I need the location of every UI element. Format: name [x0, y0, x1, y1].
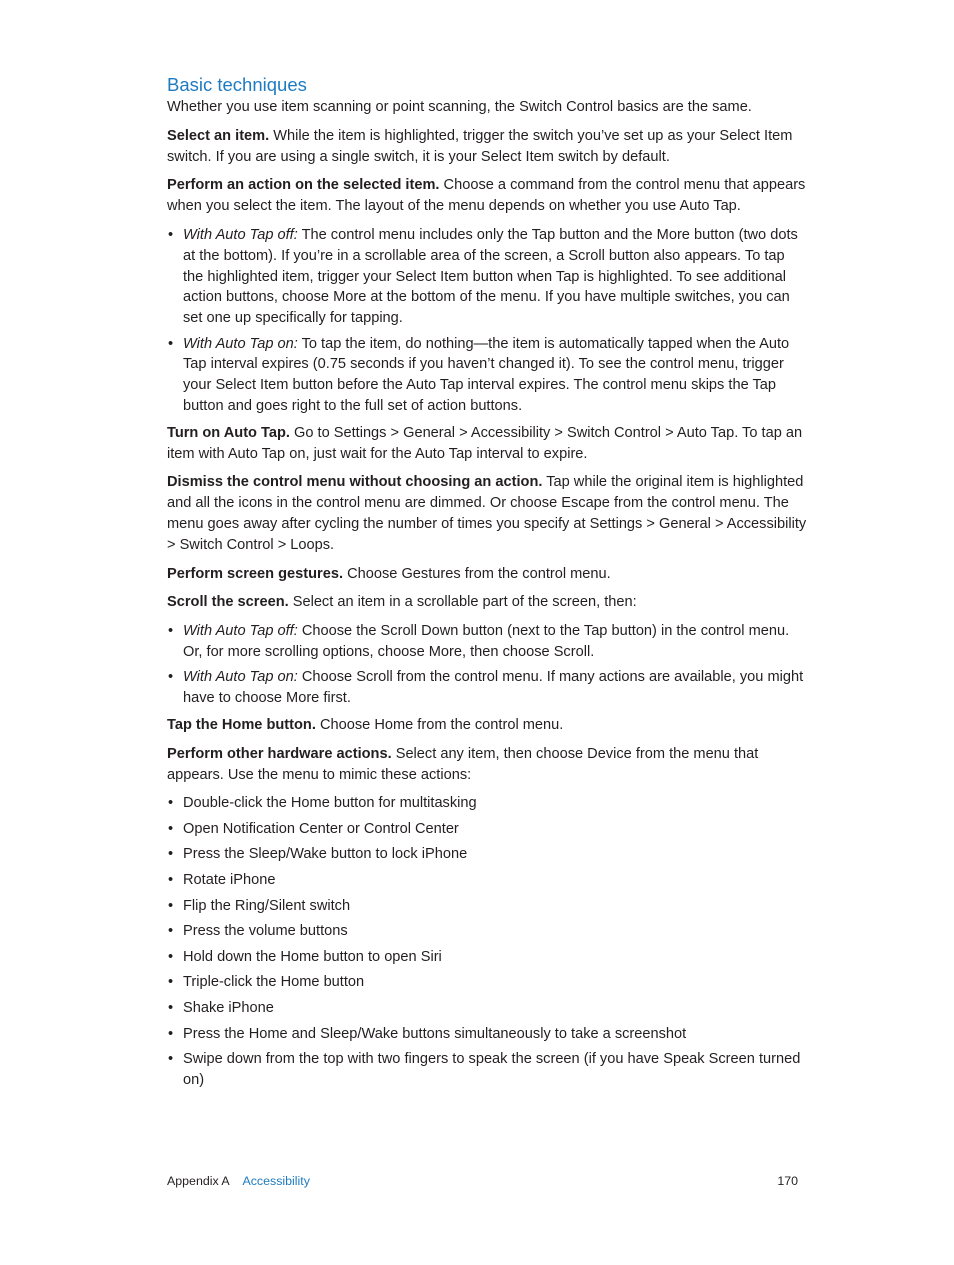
list-item [167, 819, 807, 840]
list-item [167, 1049, 807, 1091]
list-item [167, 793, 807, 814]
intro-paragraph: Whether you use item scanning or point scanning, the Switch Control basics are the same. [167, 99, 752, 115]
list-item-label: With Auto Tap off: [183, 226, 298, 243]
bullet-marker: • [168, 1025, 174, 1042]
list-item-text: Triple-click the Home button [183, 974, 365, 991]
bullet-marker: • [168, 1051, 174, 1068]
list-item [167, 1024, 807, 1045]
bullet-marker: • [168, 974, 174, 991]
bullet-marker: • [168, 923, 174, 940]
list-item-text: Choose the Scroll Down button (next to the Tap button) in the control menu. Or, for more scrolling options, choose More, then choose Scroll. [183, 623, 790, 660]
home-button-text: Choose Home from the control menu. [315, 716, 564, 733]
list-item-text: Press the volume buttons [183, 923, 348, 940]
list-item-text: Hold down the Home button to open Siri [183, 948, 442, 965]
screen-gestures-paragraph [167, 564, 807, 585]
dismiss-menu-lead: Dismiss the control menu without choosing an action. [167, 474, 543, 491]
bullet-marker: • [168, 897, 174, 914]
list-item-text: Choose Scroll from the control menu. If many actions are available, you might have to choose More first. [183, 669, 804, 707]
list-item [167, 921, 807, 942]
select-item-lead: Select an item. [167, 127, 270, 144]
dismiss-menu-text: Tap while the original item is highlighted and all the icons in the control menu are dimmed. Or choose Escape from the control menu. The menu goes away after cycling the number of times you specify at Settings > General > Accessibility > Switch Control > Loops. [167, 474, 807, 553]
home-button-paragraph [167, 715, 807, 736]
footer-section-link[interactable]: Accessibility [242, 1174, 310, 1188]
page-content [167, 73, 807, 1097]
scroll-screen-text: Select an item in a scrollable part of the screen, then: [288, 594, 637, 611]
bullet-marker: • [168, 846, 174, 863]
list-item [167, 870, 807, 891]
list-item-label: With Auto Tap on: [183, 335, 298, 352]
bullet-marker: • [168, 226, 174, 243]
page-number: 170 [777, 1174, 798, 1188]
list-item [167, 225, 807, 329]
list-item-text: The control menu includes only the Tap button and the More button (two dots at the bottom). If you’re in a scrollable area of the screen, a Scroll button also appears. To tap the highlighted item, trigger your Select Item button when Tap is highlighted. To see additional action buttons, choose More at the bottom of the menu. If you have multiple switches, you can set one up specifically for tapping. [183, 226, 798, 327]
list-item [167, 972, 807, 993]
list-item [167, 334, 807, 417]
scroll-screen-lead: Scroll the screen. [167, 594, 289, 611]
list-item [167, 621, 807, 663]
list-item [167, 998, 807, 1019]
bullet-marker: • [168, 948, 174, 965]
action-bullet-list [167, 225, 807, 417]
select-item-paragraph [167, 126, 807, 168]
screen-gestures-lead: Perform screen gestures. [167, 565, 344, 582]
list-item [167, 844, 807, 865]
perform-action-text: Choose a command from the control menu that appears when you select the item. The layout of the menu depends on whether you use Auto Tap. [167, 177, 806, 215]
list-item-label: With Auto Tap on: [183, 669, 298, 686]
list-item-text: Flip the Ring/Silent switch [183, 897, 351, 914]
list-item-text: Double-click the Home button for multitasking [183, 795, 477, 812]
scroll-bullet-list [167, 621, 807, 709]
list-item-text: Open Notification Center or Control Center [183, 820, 459, 837]
list-item-text: Rotate iPhone [183, 872, 276, 889]
perform-action-lead: Perform an action on the selected item. [167, 177, 440, 194]
home-button-lead: Tap the Home button. [167, 716, 316, 733]
turn-on-auto-tap-text: Go to Settings > General > Accessibility > Switch Control > Auto Tap. To tap an item with Auto Tap on, just wait for the Auto Tap interval to expire. [167, 424, 803, 462]
bullet-marker: • [168, 820, 174, 837]
list-item [167, 896, 807, 917]
screen-gestures-text: Choose Gestures from the control menu. [343, 565, 611, 582]
bullet-marker: • [168, 623, 174, 640]
list-item-text: Press the Sleep/Wake button to lock iPhone [183, 846, 468, 863]
bullet-marker: • [168, 1000, 174, 1017]
list-item [167, 667, 807, 709]
list-item-text: Swipe down from the top with two fingers to speak the screen (if you have Speak Screen turned on) [183, 1051, 801, 1089]
hardware-actions-text: Select any item, then choose Device from the menu that appears. Use the menu to mimic these actions: [167, 745, 759, 783]
hardware-bullet-list [167, 793, 807, 1091]
page-footer [167, 1172, 798, 1190]
hardware-actions-paragraph [167, 744, 807, 786]
scroll-screen-paragraph [167, 592, 807, 613]
bullet-marker: • [168, 795, 174, 812]
list-item [167, 947, 807, 968]
list-item-text: Press the Home and Sleep/Wake buttons simultaneously to take a screenshot [183, 1025, 687, 1042]
bullet-marker: • [168, 335, 174, 352]
bullet-marker: • [168, 872, 174, 889]
footer-appendix: Appendix A [167, 1174, 230, 1188]
select-item-text: While the item is highlighted, trigger the switch you’ve set up as your Select Item switch. If you are using a single switch, it is your Select Item switch by default. [167, 127, 793, 165]
hardware-actions-lead: Perform other hardware actions. [167, 745, 392, 762]
list-item-label: With Auto Tap off: [183, 623, 298, 640]
dismiss-menu-paragraph [167, 472, 807, 555]
section-heading: Basic techniques [167, 74, 307, 95]
turn-on-auto-tap-paragraph [167, 423, 807, 465]
turn-on-auto-tap-lead: Turn on Auto Tap. [167, 424, 290, 441]
perform-action-paragraph [167, 175, 807, 217]
list-item-text: To tap the item, do nothing—the item is automatically tapped when the Auto Tap interval expires (0.75 seconds if you haven’t changed it). To see the control menu, trigger your Select Item button before the Auto Tap interval expires. The control menu skips the Tap button and goes right to the full set of action buttons. [183, 335, 790, 414]
bullet-marker: • [168, 669, 174, 686]
list-item-text: Shake iPhone [183, 1000, 274, 1017]
